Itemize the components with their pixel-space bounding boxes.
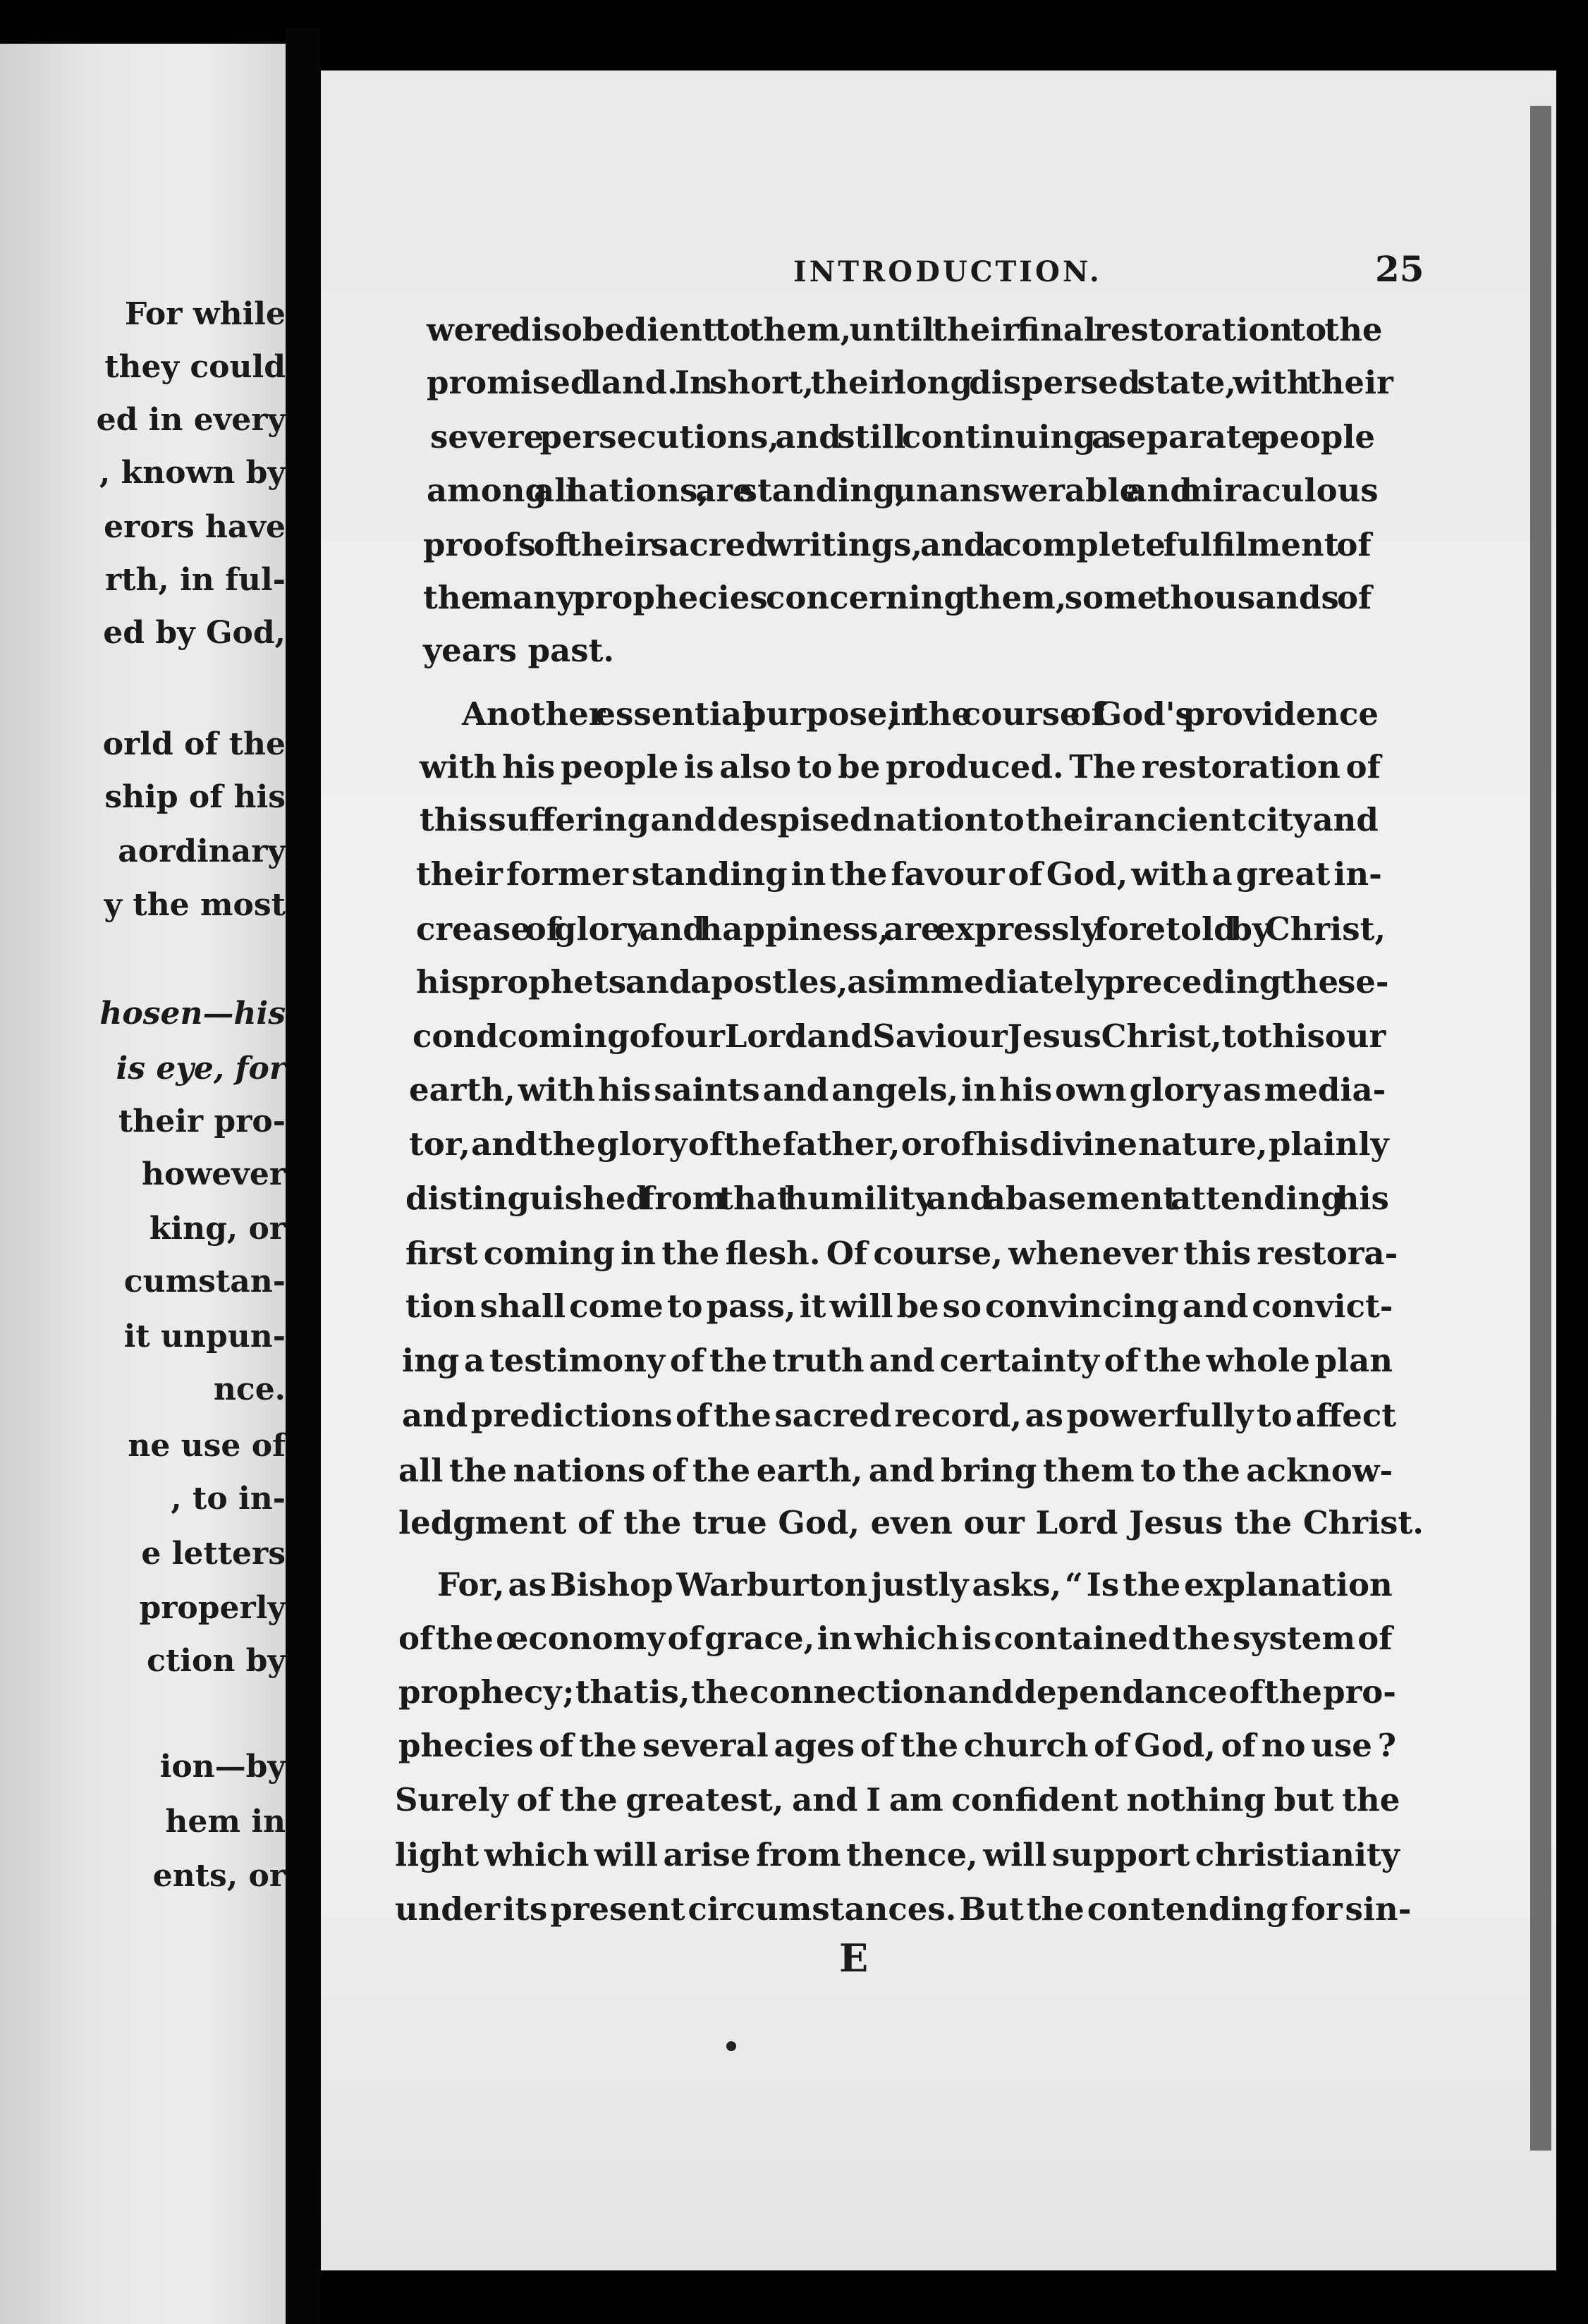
body-text-line: the many prophecies concerning them, some thousands of bbox=[423, 579, 1372, 616]
body-text-line: light which will arise from thence, will support christianity bbox=[395, 1836, 1400, 1873]
body-text-line: earth, with his saints and angels, in his own glory as media- bbox=[409, 1071, 1386, 1108]
body-text-line: cond coming of our Lord and Saviour Jesus Christ, to this our bbox=[413, 1017, 1386, 1055]
left-text-line: properly bbox=[139, 1590, 286, 1626]
body-text-line: severe persecutions, and still continuing a separate people bbox=[430, 418, 1376, 455]
left-page-fragment bbox=[0, 44, 286, 2324]
body-text-line: this suffering and despised nation to their ancient city and bbox=[420, 801, 1379, 838]
body-text-line: For, as Bishop Warburton justly asks, “ Is the explanation bbox=[437, 1566, 1393, 1603]
left-text-line: erors have bbox=[104, 509, 286, 545]
body-text-line: among all nations, are standing, unanswerable and miraculous bbox=[427, 472, 1379, 509]
body-text-line: tor, and the glory of the father, or of his divine nature, plainly bbox=[409, 1125, 1389, 1163]
left-text-line: king, or bbox=[149, 1211, 286, 1247]
left-text-line: ship of his bbox=[104, 779, 286, 815]
left-text-line: hosen—his bbox=[99, 996, 286, 1032]
body-text-line: phecies of the several ages of the church of God, of no use ? bbox=[398, 1727, 1397, 1764]
left-text-line: , to in- bbox=[171, 1481, 286, 1517]
body-text-line: of the œconomy of grace, in which is contained the system of bbox=[398, 1620, 1393, 1657]
body-text-line: proofs of their sacred writings, and a complete fulfilment of bbox=[423, 526, 1372, 563]
body-text-line: all the nations of the earth, and bring them to the acknow- bbox=[398, 1452, 1393, 1489]
page-number: 25 bbox=[1375, 248, 1424, 290]
left-text-line: orld of the bbox=[102, 726, 286, 762]
body-text-line: crease of glory and happiness, are expressly foretold by Christ, bbox=[416, 910, 1386, 948]
book-gutter bbox=[286, 28, 321, 2324]
left-text-line: ents, or bbox=[152, 1858, 286, 1894]
left-text-line: ne use of bbox=[128, 1428, 286, 1464]
body-text-line: with his people is also to be produced. The restoration of bbox=[420, 748, 1381, 785]
left-text-line: their pro- bbox=[118, 1103, 286, 1139]
body-text-line: were disobedient to them, until their final restoration to the bbox=[427, 311, 1383, 348]
body-text-line: years past. bbox=[423, 632, 615, 669]
left-text-line: hem in bbox=[165, 1804, 286, 1840]
body-text-line: promised land. In short, their long dispersed state, with their bbox=[427, 364, 1393, 401]
left-text-line: , known by bbox=[99, 455, 286, 491]
body-text-line: tion shall come to pass, it will be so convincing and convict- bbox=[405, 1288, 1393, 1325]
ink-speck bbox=[726, 2041, 736, 2051]
body-text-line: their former standing in the favour of God, with a great in- bbox=[416, 855, 1382, 893]
left-text-line: however bbox=[142, 1156, 286, 1192]
left-text-line: e letters bbox=[141, 1536, 286, 1572]
left-text-line: is eye, for bbox=[116, 1051, 286, 1087]
body-text-line: Surely of the greatest, and I am confident nothing but the bbox=[395, 1781, 1400, 1818]
left-text-line: they could bbox=[104, 349, 286, 385]
body-text-line: ledgment of the true God, even our Lord Jesus the Christ. bbox=[398, 1504, 1424, 1541]
left-text-line: y the most bbox=[104, 887, 286, 923]
body-text-line: and predictions of the sacred record, as powerfully to affect bbox=[402, 1397, 1397, 1434]
body-text-line: distinguished from that humility and abasement attending his bbox=[405, 1180, 1389, 1217]
body-text-line: his prophets and apostles, as immediately preceding the se- bbox=[416, 963, 1389, 1001]
left-text-line: rth, in ful- bbox=[104, 562, 286, 598]
body-text-line: under its present circumstances. But the contending for sin- bbox=[395, 1890, 1412, 1928]
body-text-line: prophecy ; that is, the connection and dependance of the pro- bbox=[398, 1673, 1396, 1711]
signature-mark: E bbox=[839, 1935, 869, 1981]
left-text-line: cumstan- bbox=[123, 1264, 286, 1299]
right-page bbox=[321, 71, 1556, 2270]
left-text-line: aordinary bbox=[118, 833, 286, 869]
left-text-line: ction by bbox=[147, 1643, 286, 1679]
left-text-line: nce. bbox=[213, 1371, 286, 1407]
running-head: INTRODUCTION. bbox=[793, 255, 1102, 288]
left-text-line: ion—by bbox=[159, 1749, 286, 1785]
left-text-line: For while bbox=[125, 296, 286, 332]
body-text-line: ing a testimony of the truth and certainty of the whole plan bbox=[402, 1342, 1393, 1379]
body-text-line: Another essential purpose, in the course of God's providence bbox=[462, 695, 1379, 733]
page-edge-shadow bbox=[1530, 106, 1551, 2151]
left-text-line: ed by God, bbox=[103, 615, 286, 651]
left-text-line: it unpun- bbox=[123, 1319, 286, 1354]
left-text-line: ed in every bbox=[96, 402, 286, 438]
body-text-line: first coming in the flesh. Of course, whenever this restora- bbox=[405, 1235, 1398, 1272]
